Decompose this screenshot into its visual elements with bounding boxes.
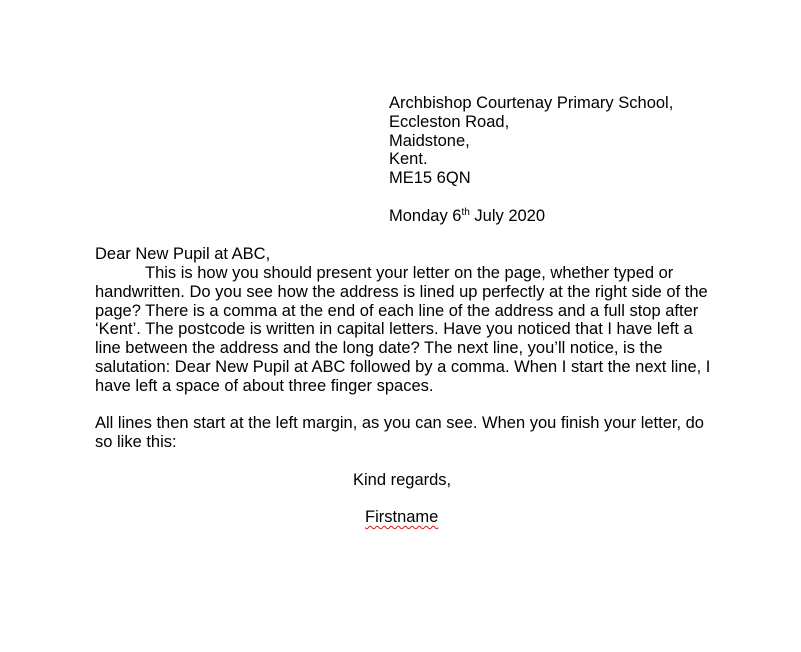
address-postcode: ME15 6QN — [389, 169, 471, 188]
paragraph-line: so like this: — [95, 432, 177, 451]
date-suffix: July 2020 — [469, 207, 546, 225]
paragraph-line: page? There is a comma at the end of each line of the address and a full stop after — [95, 301, 699, 320]
paragraph-line: handwritten. Do you see how the address is lined up perfectly at the right side of the — [95, 282, 708, 301]
paragraph-line: salutation: Dear New Pupil at ABC followed by a comma. When I start the next line, I — [95, 357, 711, 376]
body-paragraph-1 — [95, 264, 715, 396]
address-line: Archbishop Courtenay Primary School, — [389, 94, 674, 112]
paragraph-line: ‘Kent’. The postcode is written in capital letters. Have you noticed that I have left a — [95, 320, 693, 339]
paragraph-line: All lines then start at the left margin, as you can see. When you finish your letter, do — [95, 414, 704, 432]
letter-date — [389, 207, 545, 228]
address-line: Eccleston Road, — [389, 112, 510, 131]
body-paragraph-2 — [95, 414, 715, 452]
salutation: Dear New Pupil at ABC, — [95, 245, 271, 263]
address-line: Kent. — [389, 150, 428, 169]
date-ordinal: th — [461, 207, 470, 218]
date-prefix: Monday 6 — [389, 207, 462, 225]
paragraph-line: line between the address and the long date? The next line, you’ll notice, is the — [95, 339, 663, 358]
address-line: Maidstone, — [389, 131, 470, 150]
paragraph-line: have left a space of about three finger spaces. — [95, 376, 434, 395]
paragraph-line-text: This is how you should present your letter on the page, whether typed or — [145, 264, 674, 282]
closing: Kind regards, — [353, 471, 452, 489]
paragraph-line — [95, 264, 715, 283]
sender-address — [389, 94, 673, 188]
signature-name: Firstname — [365, 508, 439, 526]
